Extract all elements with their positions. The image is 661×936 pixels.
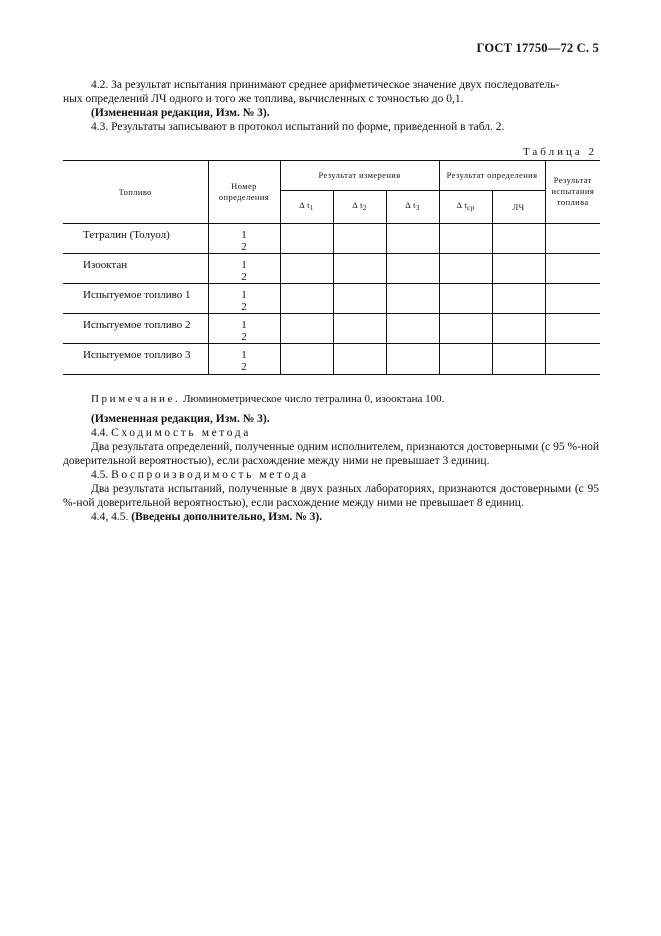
- para-4-3: 4.3. Результаты записывают в протокол испытаний по форме, приведенной в табл. 2.: [91, 121, 505, 133]
- col-dt1-header: Δ $t_1$: [280, 191, 333, 224]
- col-lch-header: ЛЧ: [492, 191, 545, 224]
- col-dt2-header: Δ $t_2$: [333, 191, 386, 224]
- group-measure-header: Результат измерения: [280, 161, 439, 191]
- final-amendment: 4.4, 4.5. (Введены дополнительно, Изм. № 3).: [91, 511, 323, 523]
- table-row: [63, 254, 600, 284]
- heading-4-5: 4.5. Воспроизводимость метода: [91, 469, 309, 481]
- row-number-cell: 1 2: [208, 254, 280, 284]
- section-4-4-4-5: [63, 412, 599, 524]
- row-fuel-cell: Испытуемое топливо 3: [63, 344, 208, 375]
- group-determine-header: Результат определения: [439, 161, 545, 191]
- results-table: [63, 160, 600, 375]
- col-number-header: Номер определения: [208, 161, 280, 224]
- row-number-cell: 1 2: [208, 314, 280, 344]
- col-result-header: Результат испытания топлива: [545, 161, 600, 224]
- col-fuel-header: Топливо: [63, 161, 208, 224]
- row-number-cell: 1 2: [208, 224, 280, 254]
- amendment-note: (Измененная редакция, Изм. № 3).: [91, 107, 270, 119]
- section-4-2: [63, 78, 599, 134]
- table-note: [91, 393, 444, 405]
- para-4-5-text: Два результата испытаний, полученные в двух разных лабораториях, признаются достоверными (с 95 %-ной доверительной вероятностью), если расхождение между ними не превышает 8 единиц.: [63, 483, 599, 509]
- heading-4-4: 4.4. Сходимость метода: [91, 427, 251, 439]
- row-fuel-cell: Испытуемое топливо 2: [63, 314, 208, 344]
- table-caption: Таблица 2: [522, 146, 597, 158]
- col-dt3-header: Δ $t_3$: [386, 191, 439, 224]
- para-4-2-line2: ных определений ЛЧ одного и того же топлива, вычисленных с точностью до 0,1.: [63, 93, 464, 105]
- note-text: Люминометрическое число тетралина 0, изооктана 100.: [180, 393, 445, 405]
- note-label: Примечание.: [91, 393, 181, 405]
- row-number-cell: 1 2: [208, 284, 280, 314]
- para-4-2-line1: 4.2. За результат испытания принимают среднее арифметическое значение двух последователь-: [91, 79, 560, 91]
- table-row: [63, 344, 600, 375]
- row-fuel-cell: Тетралин (Толуол): [63, 224, 208, 254]
- col-dtavg-header: Δ $t_{ср}$: [439, 191, 492, 224]
- amendment-note-2: (Измененная редакция, Изм. № 3).: [91, 413, 270, 425]
- table-row: [63, 224, 600, 254]
- row-fuel-cell: Изооктан: [63, 254, 208, 284]
- row-number-cell: 1 2: [208, 344, 280, 375]
- para-4-4-text: Два результата определений, полученные одним исполнителем, признаются достоверными (с 95 %-ной доверительной вероятностью), если расхождение между ними не превышает 3 единиц.: [63, 441, 599, 467]
- table-row: [63, 314, 600, 344]
- table-row: [63, 284, 600, 314]
- row-fuel-cell: Испытуемое топливо 1: [63, 284, 208, 314]
- page-header: ГОСТ 17750—72 С. 5: [476, 41, 599, 55]
